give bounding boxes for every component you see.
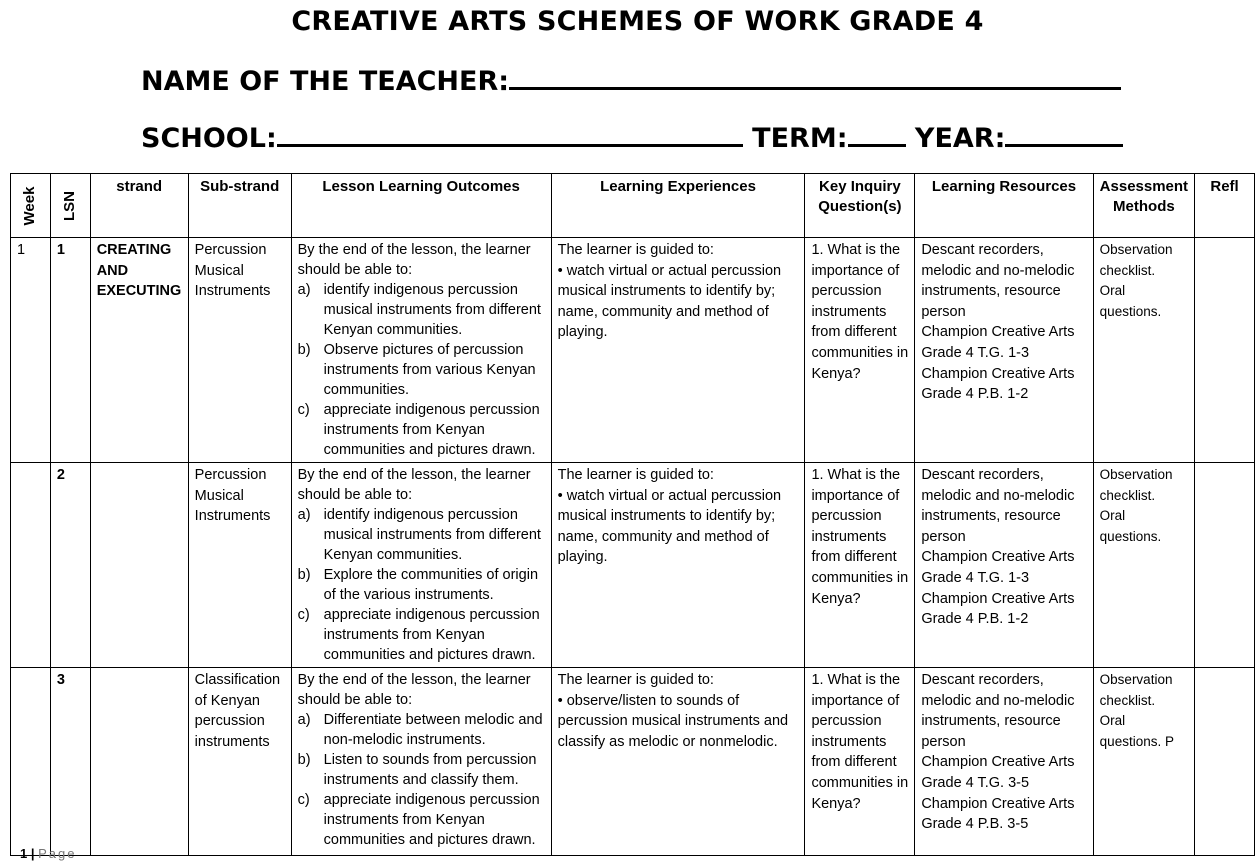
resource-item: Champion Creative Arts Grade 4 P.B. 1-2 bbox=[921, 365, 1075, 403]
assessment-cell bbox=[1093, 668, 1194, 856]
assessment-item: Observation checklist. bbox=[1099, 467, 1173, 503]
reflection-cell bbox=[1195, 668, 1255, 856]
resources-cell bbox=[915, 668, 1093, 856]
page-number: 1 bbox=[20, 846, 28, 861]
resource-item: Champion Creative Arts Grade 4 T.G. 1-3 bbox=[921, 324, 1075, 361]
outcome-item: a) Differentiate between melodic and non-melodic instruments. bbox=[297, 712, 543, 748]
experiences-bullet: • watch virtual or actual percussion musical instruments to identify by; name, community and method of playing. bbox=[558, 261, 799, 343]
week-cell: 1 bbox=[11, 238, 51, 463]
strand-cell bbox=[90, 668, 188, 856]
key-question-cell: 1. What is the importance of percussion instruments from different communities in Kenya? bbox=[805, 238, 915, 463]
week-cell bbox=[11, 668, 51, 856]
header-strand: strand bbox=[90, 174, 188, 238]
outcome-item: b) Explore the communities of origin of the various instruments. bbox=[297, 567, 539, 603]
assessment-item: Observation checklist. bbox=[1099, 672, 1173, 708]
outcome-item: b) Observe pictures of percussion instruments from various Kenyan communities. bbox=[297, 342, 536, 398]
sub-strand-cell: Classification of Kenyan percussion instruments bbox=[188, 668, 291, 856]
document-title: CREATIVE ARTS SCHEMES OF WORK GRADE 4 bbox=[291, 6, 984, 37]
term-blank bbox=[848, 120, 906, 147]
experiences-cell bbox=[551, 238, 805, 463]
header-outcomes: Lesson Learning Outcomes bbox=[291, 174, 551, 238]
outcome-item: c) appreciate indigenous percussion instruments from Kenyan communities and pictures drawn. bbox=[297, 402, 540, 458]
outcomes-cell bbox=[291, 238, 551, 463]
resources-cell bbox=[915, 463, 1093, 668]
resource-item: Descant recorders, melodic and no-melodic instruments, resource person bbox=[921, 672, 1075, 750]
strand-cell bbox=[90, 463, 188, 668]
teacher-name-blank bbox=[509, 63, 1121, 90]
term-label: TERM: bbox=[752, 123, 848, 154]
lesson-number-cell: 1 bbox=[50, 238, 90, 463]
table-row bbox=[11, 238, 1255, 463]
resource-item: Descant recorders, melodic and no-melodic instruments, resource person bbox=[921, 242, 1075, 320]
assessment-cell bbox=[1093, 238, 1194, 463]
page-separator: | bbox=[30, 846, 35, 861]
reflection-cell bbox=[1195, 463, 1255, 668]
outcomes-list bbox=[298, 505, 545, 665]
assessment-item: Oral questions. P bbox=[1099, 713, 1174, 749]
lesson-number-cell: 2 bbox=[50, 463, 90, 668]
assessment-item: Oral questions. bbox=[1099, 283, 1162, 319]
outcomes-list bbox=[298, 280, 545, 460]
experiences-bullet: • watch virtual or actual percussion musical instruments to identify by; name, community and method of playing. bbox=[558, 486, 799, 568]
header-experiences: Learning Experiences bbox=[551, 174, 805, 238]
key-question-cell: 1. What is the importance of percussion instruments from different communities in Kenya? bbox=[805, 463, 915, 668]
header-lsn: LSN bbox=[50, 174, 90, 238]
outcomes-intro: By the end of the lesson, the learner should be able to: bbox=[297, 242, 531, 278]
school-term-year-line bbox=[141, 120, 1123, 154]
week-cell bbox=[11, 463, 51, 668]
table-row bbox=[11, 668, 1255, 856]
school-blank bbox=[277, 120, 743, 147]
experiences-intro: The learner is guided to: bbox=[557, 242, 714, 258]
header-reflection: Refl bbox=[1195, 174, 1255, 238]
year-label: YEAR: bbox=[914, 123, 1006, 154]
page-word: Page bbox=[38, 846, 77, 861]
header-week: Week bbox=[11, 174, 51, 238]
outcome-item: a) identify indigenous percussion musical instruments from different Kenyan communities. bbox=[297, 507, 541, 563]
year-blank bbox=[1005, 120, 1123, 147]
outcomes-intro: By the end of the lesson, the learner should be able to: bbox=[297, 467, 531, 503]
resource-item: Champion Creative Arts Grade 4 T.G. 3-5 bbox=[921, 754, 1075, 791]
table-row bbox=[11, 463, 1255, 668]
outcome-item: a) identify indigenous percussion musical instruments from different Kenyan communities. bbox=[297, 282, 541, 338]
experiences-cell bbox=[551, 463, 805, 668]
table-header-row bbox=[11, 174, 1255, 238]
outcomes-list bbox=[298, 710, 545, 850]
header-assessment: Assessment Methods bbox=[1093, 174, 1194, 238]
teacher-name-label: NAME OF THE TEACHER: bbox=[141, 66, 510, 97]
experiences-bullet: • observe/listen to sounds of percussion musical instruments and classify as melodic or nonmelodic. bbox=[558, 691, 799, 753]
outcome-item: b) Listen to sounds from percussion instruments and classify them. bbox=[297, 752, 537, 788]
sub-strand-cell: Percussion Musical Instruments bbox=[188, 463, 291, 668]
school-label: SCHOOL: bbox=[141, 123, 277, 154]
strand-cell: CREATING AND EXECUTING bbox=[90, 238, 188, 463]
outcome-item: c) appreciate indigenous percussion instruments from Kenyan communities and pictures drawn. bbox=[297, 607, 540, 663]
reflection-cell bbox=[1195, 238, 1255, 463]
outcomes-cell bbox=[291, 463, 551, 668]
experiences-intro: The learner is guided to: bbox=[557, 467, 714, 483]
experiences-cell bbox=[551, 668, 805, 856]
header-key-question: Key Inquiry Question(s) bbox=[805, 174, 915, 238]
header-resources: Learning Resources bbox=[915, 174, 1093, 238]
sub-strand-cell: Percussion Musical Instruments bbox=[188, 238, 291, 463]
resource-item: Champion Creative Arts Grade 4 P.B. 1-2 bbox=[921, 590, 1075, 628]
key-question-cell: 1. What is the importance of percussion instruments from different communities in Kenya? bbox=[805, 668, 915, 856]
resource-item: Descant recorders, melodic and no-melodic instruments, resource person bbox=[921, 467, 1075, 545]
resource-item: Champion Creative Arts Grade 4 P.B. 3-5 bbox=[921, 795, 1075, 833]
header-sub-strand: Sub-strand bbox=[188, 174, 291, 238]
assessment-item: Observation checklist. bbox=[1099, 242, 1173, 278]
schemes-of-work-table bbox=[10, 173, 1255, 856]
assessment-item: Oral questions. bbox=[1099, 508, 1162, 544]
outcome-item: c) appreciate indigenous percussion instruments from Kenyan communities and pictures drawn. bbox=[297, 792, 540, 848]
assessment-cell bbox=[1093, 463, 1194, 668]
resources-cell bbox=[915, 238, 1093, 463]
resource-item: Champion Creative Arts Grade 4 T.G. 1-3 bbox=[921, 549, 1075, 586]
outcomes-cell bbox=[291, 668, 551, 856]
lesson-number-cell: 3 bbox=[50, 668, 90, 856]
teacher-name-line bbox=[141, 63, 1121, 97]
experiences-intro: The learner is guided to: bbox=[557, 672, 714, 688]
outcomes-intro: By the end of the lesson, the learner should be able to: bbox=[297, 672, 531, 708]
